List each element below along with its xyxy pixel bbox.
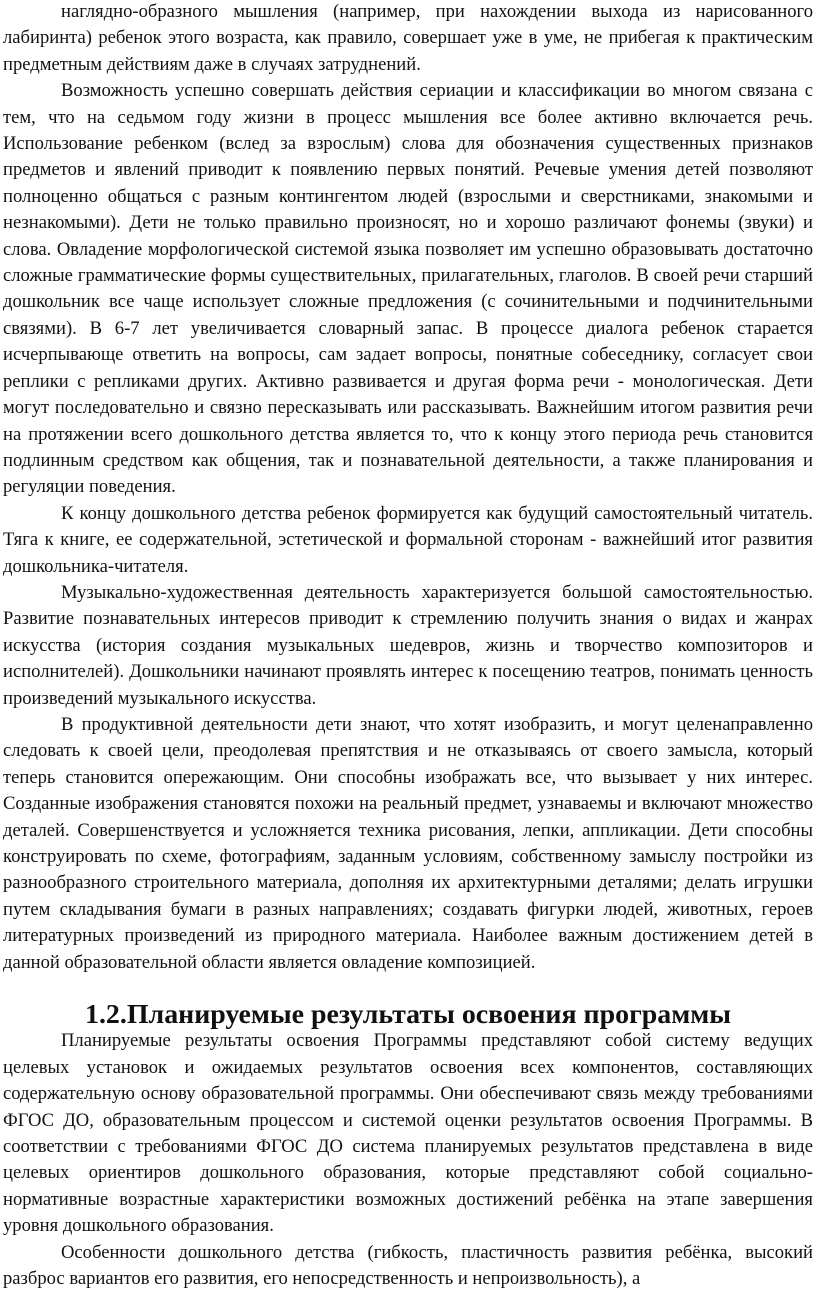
paragraph-reader: К концу дошкольного детства ребенок формируется как будущий самостоятельный читатель. Тяга к книге, ее содержательной, эстетической и формальной сторонам - важнейший итог развития дошкольника-читателя.: [3, 502, 813, 577]
paragraph-music-activity: Музыкально-художественная деятельность характеризуется большой самостоятельностью. Развитие познавательных интересов приводит к стремлению получить знания о видах и жанрах искусства (история создания музыкальных шедевров, жизнь и творчество композиторов и исполнителей). Дошкольники начинают проявлять интерес к посещению театров, понимать ценность произведений музыкального искусства.: [3, 581, 813, 709]
paragraph-speech-development: Возможность успешно совершать действия сериации и классификации во многом связана с тем, что на седьмом году жизни в процесс мышления все более активно включается речь. Использование ребенком (вслед за взрослым) слова для обозначения существенных признаков предметов и явлений приводит к появлению первых понятий. Речевые умения детей позволяют полноценно общаться с разным контингентом людей (взрослыми и сверстниками, знакомыми и незнакомыми). Дети не только правильно произносят, но и хорошо различают фонемы (звуки) и слова. Овладение морфологической системой языка позволяет им успешно образовывать достаточно сложные грамматические формы существительных, прилагательных, глаголов. В своей речи старший дошкольник все чаще использует сложные предложения (с сочинительными и подчинительными связями). В 6-7 лет увеличивается словарный запас. В процессе диалога ребенок старается исчерпывающе ответить на вопросы, сам задает вопросы, понятные собеседнику, согласует свои реплики с репликами других. Активно развивается и другая форма речи - монологическая. Дети могут последовательно и связно пересказывать или рассказывать. Важнейшим итогом развития речи на протяжении всего дошкольного детства является то, что к концу этого периода речь становится подлинным средством как общения, так и познавательной деятельности, а также планирования и регуляции поведения.: [3, 80, 813, 498]
paragraph-planned-results: Планируемые результаты освоения Программы представляют собой систему ведущих целевых установок и ожидаемых результатов освоения всех компонентов, составляющих содержательную основу образовательной программы. Они обеспечивают связь между требованиями ФГОС ДО, образовательным процессом и системой оценки результатов освоения Программы. В соответствии с требованиями ФГОС ДО система планируемых результатов представлена в виде целевых ориентиров дошкольного образования, которые представляют собой социально-нормативные возрастные характеристики возможных достижений ребёнка на этапе завершения уровня дошкольного образования.: [3, 1030, 813, 1237]
paragraph-productive-activity: В продуктивной деятельности дети знают, что хотят изобразить, и могут целенаправленно следовать к своей цели, преодолевая препятствия и не отказываясь от своего замысла, который теперь становится опережающим. Они способны изображать все, что вызывает у них интерес. Созданные изображения становятся похожи на реальный предмет, узнаваемы и включают множество деталей. Совершенствуется и усложняется техника рисования, лепки, аппликации. Дети способны конструировать по схеме, фотографиям, заданным условиям, собственному замыслу постройки из разнообразного строительного материала, дополняя их архитектурными деталями; делать игрушки путем складывания бумаги в разных направлениях; создавать фигурки людей, животных, героев литературных произведений из природного материала. Наиболее важным достижением детей в данной образовательной области является овладение композицией.: [3, 713, 813, 973]
paragraph-thinking-continuation: наглядно-образного мышления (например, при нахождении выхода из нарисованного лабиринта) ребенок этого возраста, как правило, совершает уже в уме, не прибегая к практическим предметным действиям даже в случаях затруднений.: [3, 1, 813, 75]
paragraph-preschool-features: Особенности дошкольного детства (гибкость, пластичность развития ребёнка, высокий разброс вариантов его развития, его непосредственность и непроизвольность), а: [3, 1241, 813, 1290]
section-heading: 1.2.Планируемые результаты освоения программы: [85, 999, 731, 1031]
